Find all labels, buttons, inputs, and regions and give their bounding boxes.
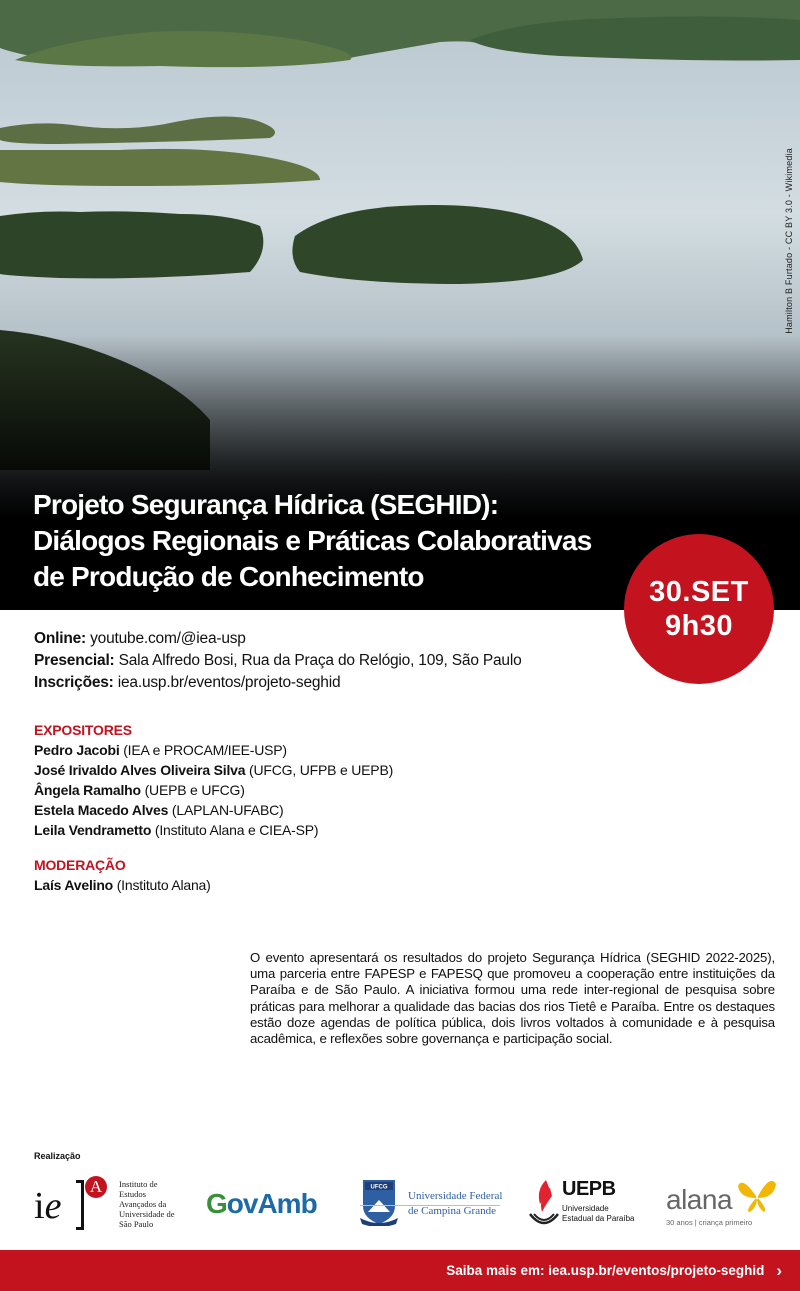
speaker-name: Leila Vendrametto [34, 822, 152, 838]
event-title-line: de Produção de Conhecimento [33, 561, 424, 592]
moderator-name: Laís Avelino [34, 877, 114, 893]
speaker-name: Estela Macedo Alves [34, 802, 169, 818]
ufcg-name-line: de Campina Grande [408, 1205, 496, 1217]
iea-mark [34, 1184, 61, 1228]
ufcg-logo[interactable] [360, 1178, 503, 1230]
moderation-section [34, 855, 211, 895]
speaker-affiliation: (Instituto Alana e CIEA-SP) [151, 822, 319, 838]
online-link[interactable]: youtube.com/@iea-usp [86, 630, 246, 647]
info-presencial [34, 650, 522, 672]
ufcg-shield-icon [360, 1178, 398, 1226]
govamb-rest: ovAmb [226, 1188, 317, 1219]
registration-link[interactable]: iea.usp.br/eventos/projeto-seghid [113, 674, 341, 691]
realizacao-label: Realização [34, 1151, 81, 1161]
event-title [33, 487, 653, 595]
speaker-affiliation: (LAPLAN-UFABC) [168, 802, 284, 818]
speaker [34, 760, 393, 780]
info-inscricoes [34, 672, 522, 694]
section-heading: MODERAÇÃO [34, 857, 126, 873]
event-title-line: Diálogos Regionais e Práticas Colaborativas [33, 525, 592, 556]
uepb-name: UEPB [562, 1178, 616, 1200]
event-info [34, 628, 522, 694]
iea-mark-i: i [34, 1185, 45, 1227]
alana-wordmark: alana [666, 1184, 733, 1215]
venue-address: Sala Alfredo Bosi, Rua da Praça do Relógio, 109, São Paulo [114, 652, 522, 669]
ufcg-name [408, 1189, 502, 1219]
speaker-name: Pedro Jacobi [34, 742, 120, 758]
section-heading: EXPOSITORES [34, 722, 132, 738]
speaker-affiliation: (UEPB e UFCG) [140, 782, 245, 798]
iea-usp-logo[interactable] [34, 1174, 184, 1232]
info-label: Presencial: [34, 652, 115, 669]
more-info-link[interactable]: Saiba mais em: iea.usp.br/eventos/projeto-seghid [446, 1263, 765, 1278]
speakers-section [34, 720, 393, 840]
partner-logos [0, 1170, 800, 1235]
alana-logo[interactable] [666, 1174, 781, 1232]
speaker-name: Ângela Ramalho [34, 782, 141, 798]
alana-tagline: 30 anos | criança primeiro [666, 1218, 753, 1227]
speaker-affiliation: (UFCG, UFPB e UEPB) [245, 762, 394, 778]
uepb-flame-icon [528, 1176, 560, 1232]
speaker-affiliation: (IEA e PROCAM/IEE-USP) [119, 742, 287, 758]
govamb-logo[interactable] [206, 1188, 317, 1220]
govamb-g: G [206, 1188, 227, 1219]
moderator-affiliation: (Instituto Alana) [113, 877, 211, 893]
hero-photo [0, 0, 800, 610]
speaker-name: José Irivaldo Alves Oliveira Silva [34, 762, 246, 778]
info-label: Inscrições: [34, 674, 114, 691]
event-date: 30.SET [649, 576, 749, 608]
uepb-logo[interactable] [528, 1176, 638, 1232]
uepb-subtitle: Universidade Estadual da Paraíba [562, 1204, 635, 1223]
info-online [34, 628, 522, 650]
iea-a-circle-icon: A [85, 1176, 107, 1198]
bracket-shape [76, 1180, 84, 1230]
event-title-line: Projeto Segurança Hídrica (SEGHID): [33, 489, 499, 520]
event-description: O evento apresentará os resultados do projeto Segurança Hídrica (SEGHID 2022-2025), uma parceria entre FAPESP e FAPESQ que promoveu a cooperação entre instituições da Paraíba e de São Paulo. A iniciativa formou uma rede inter-regional de pesquisa sobre práticas para melhorar a qualidade das bacias dos rios Tietê e Paraíba. Entre os destaques estão doze agendas de política pública, dois livros voltados à comunidade e à pesquisa acadêmica, e reflexões sobre governança e participação social. [250, 950, 775, 1047]
photo-credit: Hamilton B Furtado - CC BY 3.0 - Wikimedia [784, 148, 794, 334]
chevron-right-icon[interactable]: › [776, 1260, 782, 1280]
ufcg-name-line: Universidade Federal [408, 1190, 503, 1202]
iea-mark-e: e [44, 1185, 62, 1227]
speaker [34, 780, 393, 800]
more-info-bar[interactable] [0, 1250, 800, 1291]
speaker [34, 740, 393, 760]
info-label: Online: [34, 630, 86, 647]
date-badge [624, 534, 774, 684]
speaker [34, 820, 393, 840]
ufcg-shield-label: UFCG [370, 1184, 388, 1191]
event-time: 9h30 [664, 610, 734, 642]
moderator [34, 875, 211, 895]
speaker [34, 800, 393, 820]
butterfly-icon [736, 1174, 778, 1214]
iea-name: Instituto de Estudos Avançados da Universidade de São Paulo [119, 1179, 175, 1229]
